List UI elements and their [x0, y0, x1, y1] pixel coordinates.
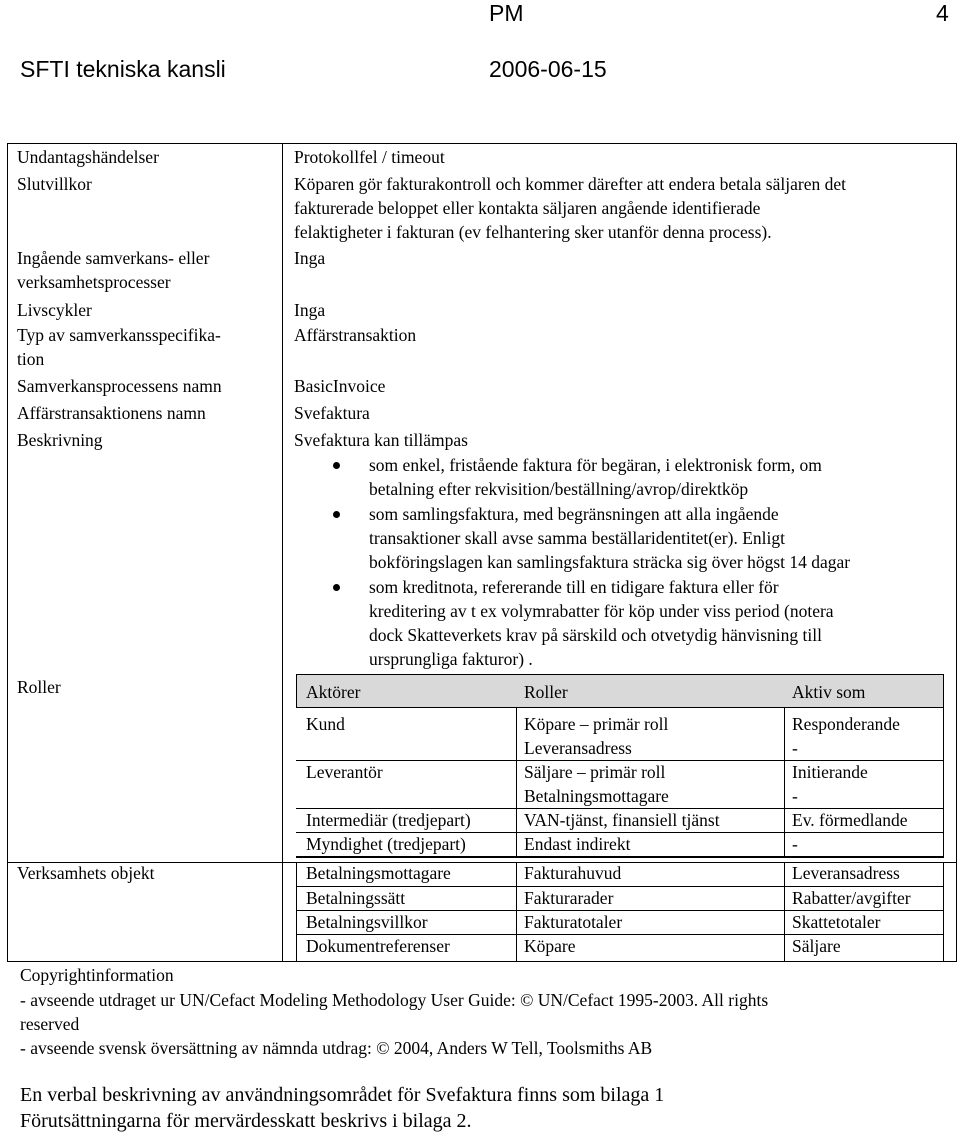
bullet-3-line1: som kreditnota, refererande till en tidigare faktura eller för	[369, 577, 779, 597]
objects-r1-c2: Fakturahuvud	[524, 863, 622, 883]
label-ingaende-line1: Ingående samverkans- eller	[17, 248, 210, 268]
roles-row3-aktor: Intermediär (tredjepart)	[306, 810, 471, 830]
roles-row2-aktiv-line1: Initierande	[792, 762, 868, 782]
label-roller: Roller	[17, 677, 61, 697]
roles-column-divider	[516, 708, 517, 856]
document-type: PM	[489, 0, 524, 26]
bullet-icon	[333, 584, 340, 591]
roles-col-roller: Roller	[524, 682, 568, 702]
bullet-icon	[333, 462, 340, 469]
objects-r3-c3: Skattetotaler	[792, 912, 881, 932]
objects-column-divider	[296, 862, 297, 962]
bullet-1-line1: som enkel, fristående faktura för begäran, i elektronisk form, om	[369, 455, 822, 475]
roles-row4-aktiv: -	[792, 834, 798, 854]
objects-r4-c2: Köpare	[524, 936, 576, 956]
roles-column-divider	[784, 708, 785, 856]
bullet-2-line2: transaktioner skall avse samma beställaridentitet(er). Enligt	[369, 528, 785, 548]
objects-column-divider	[943, 862, 944, 962]
copyright-line1-continued: reserved	[20, 1014, 80, 1034]
roles-row3-aktiv: Ev. förmedlande	[792, 810, 908, 830]
label-transaktion-namn: Affärstransaktionens namn	[17, 403, 206, 423]
copyright-line1-rights: UN/Cefact 1995-2003. All rights	[537, 990, 769, 1010]
copyright-line1	[20, 988, 768, 1012]
value-transaktion-namn: Svefaktura	[294, 403, 370, 423]
value-livscykler: Inga	[294, 300, 326, 320]
bullet-1-line2: betalning efter rekvisition/beställning/avrop/direktköp	[369, 479, 749, 499]
copyright-line2-owner: 2004, Anders W Tell, Toolsmiths AB	[393, 1038, 653, 1058]
label-verksamhets-objekt: Verksamhets objekt	[17, 863, 155, 883]
label-slutvillkor: Slutvillkor	[17, 174, 92, 194]
label-typ-line2: tion	[17, 349, 45, 369]
label-ingaende-line2: verksamhetsprocesser	[17, 272, 171, 292]
roles-row2-aktiv-line2: -	[792, 786, 798, 806]
organization-name: SFTI tekniska kansli	[20, 56, 226, 82]
column-divider	[282, 143, 283, 962]
roles-col-aktiv-som: Aktiv som	[792, 682, 866, 702]
page-number: 4	[936, 0, 949, 26]
objects-r4-c1: Dokumentreferenser	[306, 936, 450, 956]
label-undantagshandelser: Undantagshändelser	[17, 147, 159, 167]
roles-row3-roll: VAN-tjänst, finansiell tjänst	[524, 810, 720, 830]
value-undantagshandelser: Protokollfel / timeout	[294, 147, 445, 167]
objects-r4-c3: Säljare	[792, 936, 841, 956]
bullet-2-line3: bokföringslagen kan samlingsfaktura sträcka sig över högst 14 dagar	[369, 552, 851, 572]
objects-r2-c2: Fakturarader	[524, 888, 614, 908]
copyright-line2	[20, 1036, 652, 1060]
roles-bottom-line	[296, 856, 944, 858]
roles-row2-roll-line2: Betalningsmottagare	[524, 786, 669, 806]
objects-column-divider	[516, 862, 517, 962]
objects-r1-c1: Betalningsmottagare	[306, 863, 451, 883]
roles-row1-aktor: Kund	[306, 714, 345, 734]
bullet-3-line2: kreditering av t ex volymrabatter för köp under viss period (notera	[369, 601, 834, 621]
copyright-line1-text: - avseende utdraget ur UN/Cefact Modeling Methodology User Guide:	[20, 990, 516, 1010]
objects-r3-c2: Fakturatotaler	[524, 912, 623, 932]
value-ingaende: Inga	[294, 248, 326, 268]
roles-row1-aktiv-line1: Responderande	[792, 714, 900, 734]
value-slutvillkor-line2: fakturerade beloppet eller kontakta säljaren angående identifierade	[294, 198, 761, 218]
copyright-icon: ©	[376, 1038, 390, 1058]
roles-row4-roll: Endast indirekt	[524, 834, 631, 854]
roles-row2-aktor: Leverantör	[306, 762, 383, 782]
beskrivning-intro: Svefaktura kan tillämpas	[294, 430, 468, 450]
label-livscykler: Livscykler	[17, 300, 92, 320]
roles-row1-roll-line2: Leveransadress	[524, 738, 632, 758]
roles-row1-roll-line1: Köpare – primär roll	[524, 714, 669, 734]
document-date: 2006-06-15	[489, 56, 607, 82]
value-slutvillkor-line3: felaktigheter i fakturan (ev felhantering sker utanför denna process).	[294, 222, 772, 242]
roles-column-divider	[943, 708, 944, 856]
copyright-icon: ©	[520, 990, 534, 1010]
value-slutvillkor-line1: Köparen gör fakturakontroll och kommer därefter att endera betala säljaren det	[294, 174, 846, 194]
label-beskrivning: Beskrivning	[17, 430, 103, 450]
bullet-3-line4: ursprungliga fakturor) .	[369, 649, 533, 669]
objects-r1-c3: Leveransadress	[792, 863, 900, 883]
roles-row2-roll-line1: Säljare – primär roll	[524, 762, 666, 782]
value-typ: Affärstransaktion	[294, 325, 417, 345]
roles-col-aktorer: Aktörer	[306, 682, 361, 702]
roles-row4-aktor: Myndighet (tredjepart)	[306, 834, 466, 854]
footer-note-2: Förutsättningarna för mervärdesskatt beskrivs i bilaga 2.	[20, 1110, 472, 1132]
bullet-3-line3: dock Skatteverkets krav på särskild och otvetydig hänvisning till	[369, 625, 822, 645]
objects-column-divider	[784, 862, 785, 962]
objects-r3-c1: Betalningsvillkor	[306, 912, 428, 932]
copyright-line2-text: - avseende svensk översättning av nämnda utdrag:	[20, 1038, 372, 1058]
label-typ-line1: Typ av samverkansspecifika-	[17, 325, 221, 345]
bullet-2-line1: som samlingsfaktura, med begränsningen att alla ingående	[369, 504, 779, 524]
footer-note-1: En verbal beskrivning av användningsområdet för Svefaktura finns som bilaga 1	[20, 1084, 665, 1106]
bullet-icon	[333, 511, 340, 518]
label-process-namn: Samverkansprocessens namn	[17, 376, 222, 396]
roles-row1-aktiv-line2: -	[792, 738, 798, 758]
value-process-namn: BasicInvoice	[294, 376, 386, 396]
copyright-title: Copyrightinformation	[20, 965, 174, 985]
objects-r2-c3: Rabatter/avgifter	[792, 888, 911, 908]
objects-r2-c1: Betalningssätt	[306, 888, 406, 908]
